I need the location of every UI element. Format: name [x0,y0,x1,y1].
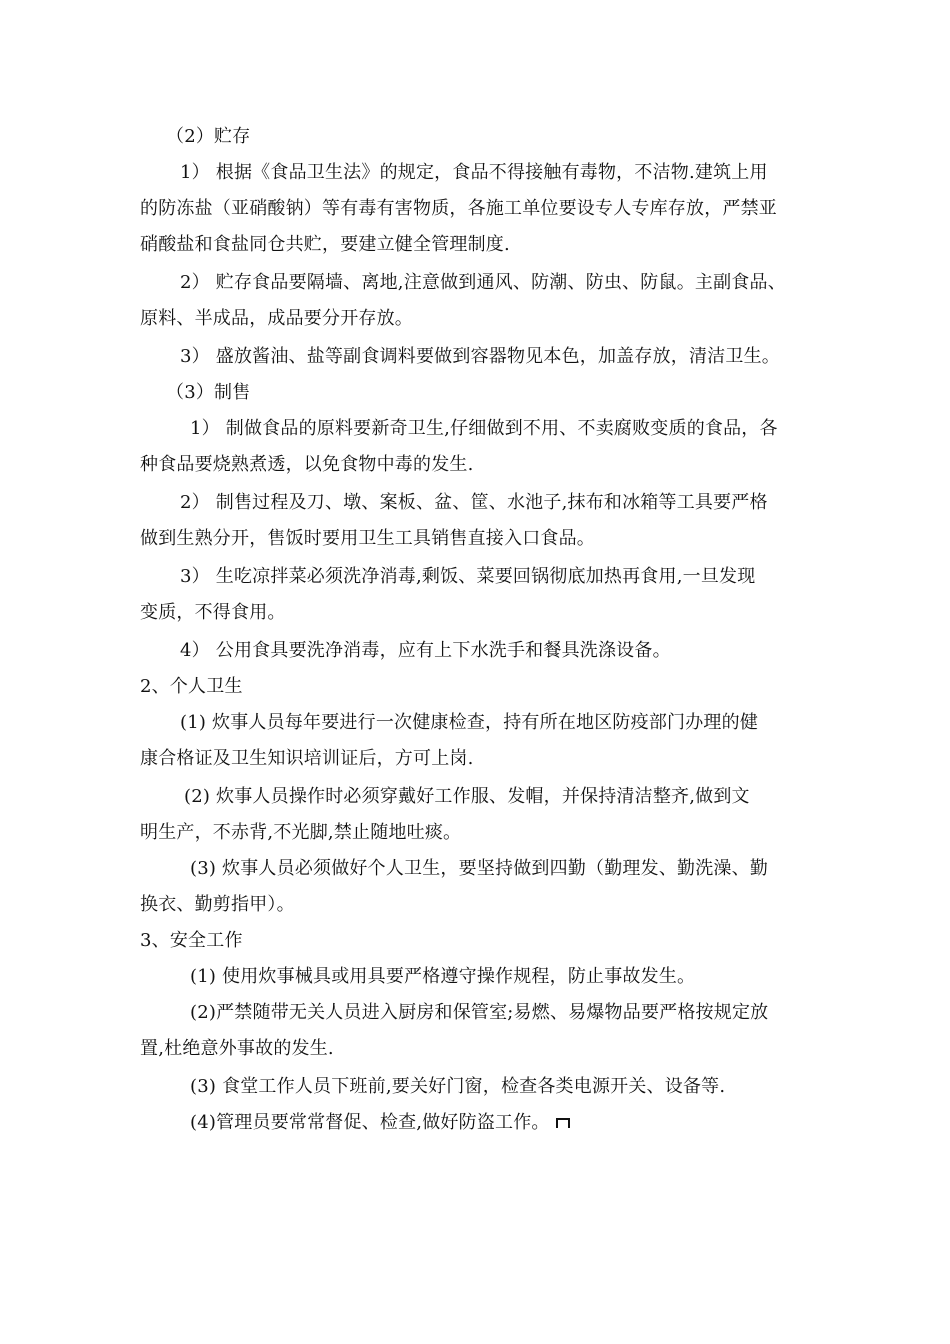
paragraph-line: 2） 制售过程及刀、墩、案板、盆、筐、水池子,抹布和冰箱等工具要严格 [180,492,768,513]
paragraph-line: 3） 生吃凉拌菜必须洗净消毒,剩饭、菜要回锅彻底加热再食用,一旦发现 [180,566,756,587]
paragraph-line: (3) 食堂工作人员下班前,要关好门窗，检查各类电源开关、设备等. [190,1076,726,1097]
paragraph-line: 硝酸盐和食盐同仓共贮，要建立健全管理制度. [140,234,510,255]
paragraph-line: 3） 盛放酱油、盐等副食调料要做到容器物见本色，加盖存放，清洁卫生。 [180,346,780,367]
paragraph-line: (2) 炊事人员操作时必须穿戴好工作服、发帽，并保持清洁整齐,做到文 [184,786,750,807]
paragraph-line: (2)严禁随带无关人员进入厨房和保管室;易燃、易爆物品要严格按规定放 [190,1002,769,1023]
paragraph-line: 的防冻盐（亚硝酸钠）等有毒有害物质，各施工单位要设专人专库存放，严禁亚 [140,198,777,219]
paragraph-line: 置,杜绝意外事故的发生. [140,1038,334,1059]
section-heading-safety: 3、安全工作 [140,930,243,951]
paragraph-line: 2） 贮存食品要隔墙、离地,注意做到通风、防潮、防虫、防鼠。主副食品、 [180,272,786,293]
paragraph-line: 明生产，不赤背,不光脚,禁止随地吐痰。 [140,822,462,843]
end-mark-icon [556,1118,570,1128]
paragraph-line: 做到生熟分开，售饭时要用卫生工具销售直接入口食品。 [140,528,595,549]
last-line-wrapper [190,1108,570,1138]
paragraph-line: (3) 炊事人员必须做好个人卫生，要坚持做到四勤（勤理发、勤洗澡、勤 [190,858,769,879]
paragraph-line: (4)管理员要常常督促、检查,做好防盗工作。 [190,1112,550,1133]
paragraph-line: (1) 炊事人员每年要进行一次健康检查，持有所在地区防疫部门办理的健 [180,712,759,733]
paragraph-line: 康合格证及卫生知识培训证后，方可上岗. [140,748,474,769]
section-heading-storage: （2）贮存 [166,126,251,147]
paragraph-line: 原料、半成品，成品要分开存放。 [140,308,413,329]
paragraph-line: 4） 公用食具要洗净消毒，应有上下水洗手和餐具洗涤设备。 [180,640,671,661]
paragraph-line: (1) 使用炊事械具或用具要严格遵守操作规程，防止事故发生。 [190,966,696,987]
paragraph-line: 种食品要烧熟煮透，以免食物中毒的发生. [140,454,474,475]
section-heading-sales: （3）制售 [166,382,251,403]
paragraph-line: 变质，不得食用。 [140,602,286,623]
section-heading-personal-hygiene: 2、个人卫生 [140,676,243,697]
paragraph-line: 1） 制做食品的原料要新奇卫生,仔细做到不用、不卖腐败变质的食品，各 [190,418,778,439]
paragraph-line: 换衣、勤剪指甲）。 [140,894,295,915]
paragraph-line: 1） 根据《食品卫生法》的规定，食品不得接触有毒物，不洁物.建筑上用 [180,162,768,183]
